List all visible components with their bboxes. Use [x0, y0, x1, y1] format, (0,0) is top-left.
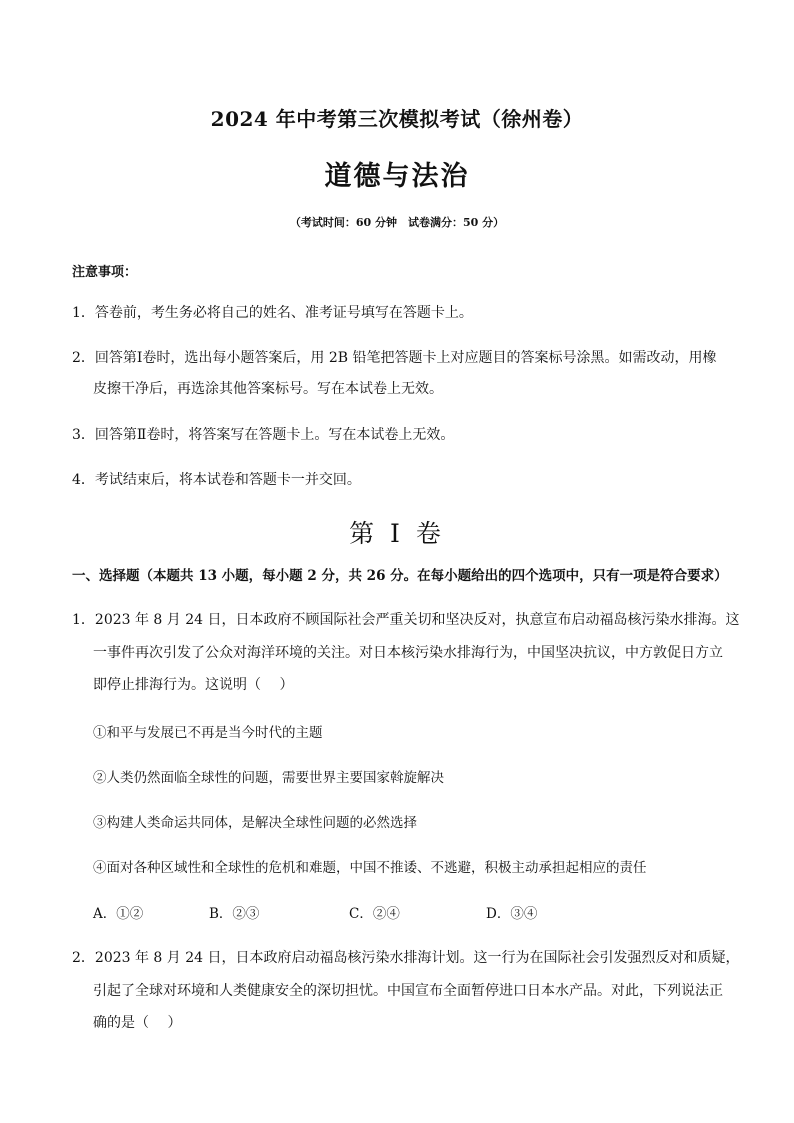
notice-item-2-cont: 皮擦干净后，再选涂其他答案标号。写在本试卷上无效。: [93, 381, 443, 397]
q1-option-4: ④面对各种区域性和全球性的危机和难题，中国不推诿、不逃避，积极主动承担起相应的责任: [93, 860, 647, 876]
q1-line-3: 即停止排海行为。这说明（ ）: [93, 677, 294, 693]
q2-line-2: 引起了全球对环境和人类健康安全的深切担忧。中国宣布全面暂停进口日本水产品。对此，下列说法正: [93, 983, 723, 999]
q1-choice-d: D．③④: [486, 906, 538, 922]
notice-heading: 注意事项：: [72, 265, 138, 280]
notice-item-3: 3．回答第Ⅱ卷时，将答案写在答题卡上。写在本试卷上无效。: [72, 427, 455, 443]
exam-title: 2024 年中考第三次模拟考试（徐州卷）: [210, 107, 584, 131]
q1-option-1: ①和平与发展已不再是当今时代的主题: [93, 725, 323, 741]
q1-choice-b: B．②③: [209, 906, 260, 922]
exam-time-info: （考试时间：60 分钟 试卷满分：50 分）: [289, 216, 505, 229]
section-heading: 一、选择题（本题共 13 小题，每小题 2 分，共 26 分。在每小题给出的四个选项中，只有一项是符合要求）: [72, 568, 728, 584]
notice-item-2: 2．回答第Ⅰ卷时，选出每小题答案后，用 2B 铅笔把答题卡上对应题目的答案标号涂黑。如需改动，用橡: [72, 350, 717, 366]
subject-title: 道德与法治: [324, 161, 470, 192]
notice-item-4: 4．考试结束后，将本试卷和答题卡一并交回。: [72, 472, 361, 488]
q1-line-1: 1．2023 年 8 月 24 日，日本政府不顾国际社会严重关切和坚决反对，执意宣布启动福岛核污染水排海。这: [72, 612, 740, 628]
q1-option-3: ③构建人类命运共同体，是解决全球性问题的必然选择: [93, 815, 417, 831]
q2-line-3: 确的是（ ）: [93, 1015, 182, 1031]
q1-line-2: 一事件再次引发了公众对海洋环境的关注。对日本核污染水排海行为，中国坚决抗议，中方敦促日方立: [93, 645, 723, 661]
volume-title: 第 I 卷: [349, 519, 445, 548]
q1-option-2: ②人类仍然面临全球性的问题，需要世界主要国家斡旋解决: [93, 770, 444, 786]
notice-item-1: 1．答卷前，考生务必将自己的姓名、准考证号填写在答题卡上。: [72, 305, 473, 321]
q1-choice-c: C．②④: [349, 906, 400, 922]
q2-line-1: 2．2023 年 8 月 24 日，日本政府启动福岛核污染水排海计划。这一行为在国际社会引发强烈反对和质疑，: [72, 950, 740, 966]
q1-choice-a: A．①②: [93, 906, 144, 922]
